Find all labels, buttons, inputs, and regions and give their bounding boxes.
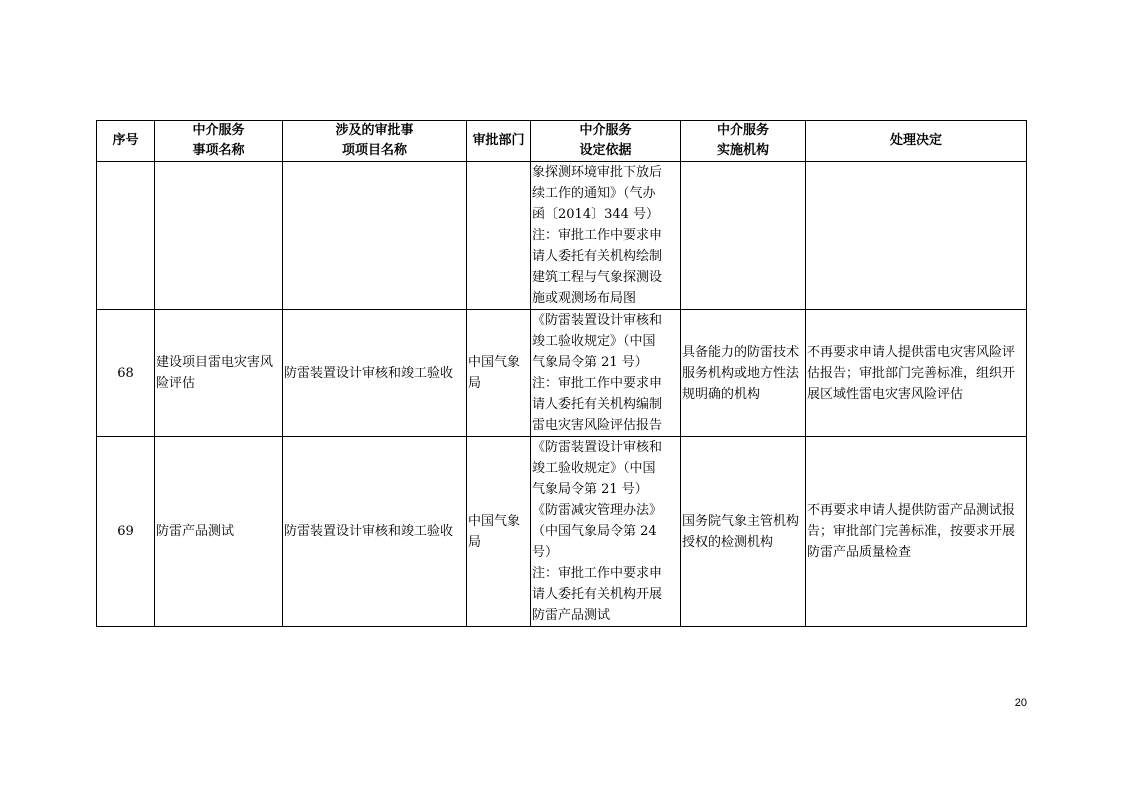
basis-line: 象探测环境审批下放后 bbox=[532, 165, 663, 180]
basis-line: 雷电灾害风险评估报告 bbox=[532, 418, 663, 433]
basis-line: 《防雷减灾管理办法》 bbox=[532, 503, 663, 518]
intermediary-services-table bbox=[96, 120, 1027, 627]
basis-line: 建筑工程与气象探测设 bbox=[532, 270, 663, 285]
basis-line: 竣工验收规定》（中国 bbox=[532, 461, 656, 476]
header-basis-line-1: 中介服务 bbox=[579, 123, 632, 138]
header-agency bbox=[681, 121, 806, 162]
basis-line: 《防雷装置设计审核和 bbox=[532, 313, 663, 328]
cell-basis bbox=[531, 310, 681, 437]
header-decision: 处理决定 bbox=[806, 121, 1027, 162]
cell-department: 中国气象局 bbox=[467, 310, 531, 437]
cell-department bbox=[467, 162, 531, 310]
table-row-continuation bbox=[97, 162, 1027, 310]
cell-approval-item: 防雷装置设计审核和竣工验收 bbox=[283, 310, 467, 437]
basis-line: 续工作的通知》（气办 bbox=[532, 186, 656, 201]
header-basis bbox=[531, 121, 681, 162]
basis-line: 竣工验收规定》（中国 bbox=[532, 334, 656, 349]
basis-line: 请人委托有关机构绘制 bbox=[532, 249, 663, 264]
cell-basis bbox=[531, 162, 681, 310]
cell-seq bbox=[97, 162, 155, 310]
cell-item-name: 建设项目雷电灾害风险评估 bbox=[155, 310, 283, 437]
basis-line: 注：审批工作中要求申 bbox=[532, 228, 663, 243]
basis-line: 函〔2014〕344 号） bbox=[532, 207, 660, 222]
header-item-name bbox=[155, 121, 283, 162]
header-item-name-line-2: 事项名称 bbox=[192, 143, 245, 158]
header-approval-item-line-2: 项项目名称 bbox=[341, 143, 407, 158]
basis-line: 施或观测场布局图 bbox=[532, 291, 637, 306]
cell-agency: 具备能力的防雷技术服务机构或地方性法规明确的机构 bbox=[681, 310, 806, 437]
cell-approval-item: 防雷装置设计审核和竣工验收 bbox=[283, 437, 467, 627]
basis-line: 气象局令第 21 号） bbox=[532, 482, 648, 497]
basis-line: 请人委托有关机构编制 bbox=[532, 397, 663, 412]
cell-item-name bbox=[155, 162, 283, 310]
header-seq: 序号 bbox=[97, 121, 155, 162]
basis-line: 气象局令第 21 号） bbox=[532, 355, 648, 370]
table-row-69 bbox=[97, 437, 1027, 627]
basis-line: 注：审批工作中要求申 bbox=[532, 376, 663, 391]
cell-item-name: 防雷产品测试 bbox=[155, 437, 283, 627]
header-agency-line-1: 中介服务 bbox=[716, 123, 769, 138]
cell-seq: 69 bbox=[97, 437, 155, 627]
page-number: 20 bbox=[1014, 697, 1027, 709]
cell-decision: 不再要求申请人提供雷电灾害风险评估报告；审批部门完善标准，组织开展区域性雷电灾害风险评估 bbox=[806, 310, 1027, 437]
basis-line: 请人委托有关机构开展 bbox=[532, 587, 663, 602]
header-department: 审批部门 bbox=[467, 121, 531, 162]
header-item-name-line-1: 中介服务 bbox=[192, 123, 245, 138]
basis-line: 防雷产品测试 bbox=[532, 608, 611, 623]
basis-line: 《防雷装置设计审核和 bbox=[532, 440, 663, 455]
cell-decision: 不再要求申请人提供防雷产品测试报告；审批部门完善标准，按要求开展防雷产品质量检查 bbox=[806, 437, 1027, 627]
cell-approval-item bbox=[283, 162, 467, 310]
basis-line: 注：审批工作中要求申 bbox=[532, 566, 663, 581]
table-header-row bbox=[97, 121, 1027, 162]
cell-basis bbox=[531, 437, 681, 627]
header-approval-item bbox=[283, 121, 467, 162]
cell-department: 中国气象局 bbox=[467, 437, 531, 627]
basis-line: 号） bbox=[532, 545, 559, 560]
cell-seq: 68 bbox=[97, 310, 155, 437]
table-row-68 bbox=[97, 310, 1027, 437]
header-basis-line-2: 设定依据 bbox=[579, 143, 632, 158]
header-approval-item-line-1: 涉及的审批事 bbox=[335, 123, 414, 138]
header-agency-line-2: 实施机构 bbox=[716, 143, 769, 158]
basis-line: （中国气象局令第 24 bbox=[532, 524, 657, 539]
cell-agency: 国务院气象主管机构授权的检测机构 bbox=[681, 437, 806, 627]
cell-decision bbox=[806, 162, 1027, 310]
cell-agency bbox=[681, 162, 806, 310]
